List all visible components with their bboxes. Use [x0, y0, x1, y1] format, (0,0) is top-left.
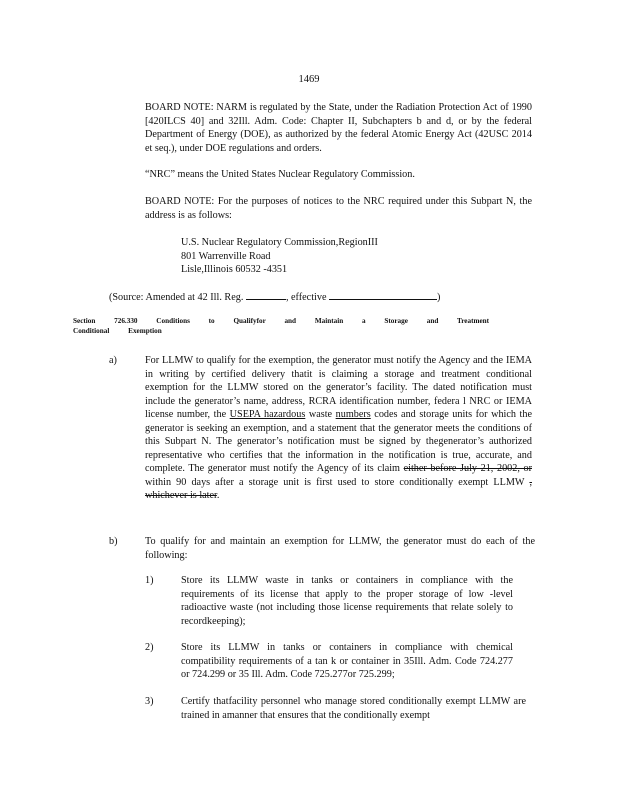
item-a-text-3: codes and storage units for which the generator is seeking an exemption, and a statement that the generator meets the conditions of this Subpart N. The generator’s notification must be signed by thegenerator’s authorized representative who certifies that the information in the notification is true, accurate, and complete. The generator must notify the Agency of its claim: [145, 409, 533, 474]
board-note-narm: BOARD NOTE: NARM is regulated by the State, under the Radiation Protection Act of 1990 [420ILCS 40] and 32Ill. Adm. Code: Chapter II, Subchapters b and d, or by the federal Department of Energy (DOE), as authorized by the federal Atomic Energy Act (42USC 2014 et seq.), under DOE regulations and orders.: [145, 102, 532, 154]
item-a-text-2: waste: [305, 409, 336, 420]
sub-item-2-label: 2): [145, 642, 154, 653]
source-note: [109, 290, 529, 305]
board-note-nrc-address: BOARD NOTE: For the purposes of notices to the NRC required under this Subpart N, the address is as follows:: [145, 196, 532, 221]
item-a-paragraph: [145, 354, 532, 503]
address-line-2: 801 Warrenville Road: [181, 250, 271, 262]
section-heading: [73, 316, 533, 336]
sub-item-1-text: Store its LLMW waste in tanks or containers in compliance with the requirements of its license that apply to the proper storage of low -level radioactive waste (not including those license requirements that relate solely to recordkeeping);: [181, 575, 513, 627]
effective-date-blank: [329, 290, 437, 300]
inserted-text-numbers: numbers: [335, 409, 371, 420]
sub-item-3-label: 3): [145, 696, 154, 707]
item-a-text-1: For LLMW to qualify for the exemption, the generator must notify the Agency and the IEMA in writing by certified delivery thatit is claiming a storage and treatment conditional exemption for the LLMW stored on the generator’s facility. The dated notification must include the generator’s name, address, RCRA identification number, federa l NRC or IEMA license number, the: [145, 355, 532, 420]
nrc-definition: “NRC” means the United States Nuclear Regulatory Commission.: [145, 169, 415, 180]
section-heading-line-2: Conditional Exemption: [73, 327, 162, 335]
sub-item-3-text: Certify thatfacility personnel who manage stored conditionally exempt LLMW are trained in amanner that ensures that the conditionally exempt: [181, 696, 526, 721]
deleted-text-date: either before July 21, 2002, or: [403, 463, 532, 474]
item-b-paragraph: To qualify for and maintain an exemption for LLMW, the generator must do each of the following:: [145, 536, 535, 561]
deleted-text-whichever: , whichever is later: [145, 476, 532, 501]
nrc-address-block: [181, 236, 501, 277]
address-line-1: U.S. Nuclear Regulatory Commission,RegionIII: [181, 237, 378, 248]
page-number: 1469: [298, 74, 320, 85]
item-a-text-4: within 90 days after a storage unit is first used to store conditionally exempt LLMW: [145, 476, 530, 488]
source-middle: , effective: [285, 292, 327, 303]
item-b-label: b): [109, 536, 118, 547]
inserted-text-usepa-hazardous: USEPA hazardous: [229, 409, 306, 420]
source-prefix: (Source: Amended at 42 Ill. Reg.: [109, 292, 244, 303]
sub-item-1-label: 1): [145, 575, 154, 586]
item-a-text-5: .: [216, 490, 220, 501]
register-blank: [246, 290, 286, 300]
item-a-label: a): [109, 355, 117, 366]
sub-item-2-text: Store its LLMW in tanks or containers in compliance with chemical compatibility requirements of a tan k or container in 35Ill. Adm. Code 724.277 or 724.299 or 35 Ill. Adm. Code 725.277or 725.299;: [181, 642, 513, 680]
section-heading-line-1: Section 726.330 Conditions to Qualifyfor and Maintain a Storage and Treatment: [73, 317, 490, 325]
address-line-3: Lisle,Illinois 60532 -4351: [181, 264, 288, 275]
source-suffix: ): [437, 292, 441, 303]
